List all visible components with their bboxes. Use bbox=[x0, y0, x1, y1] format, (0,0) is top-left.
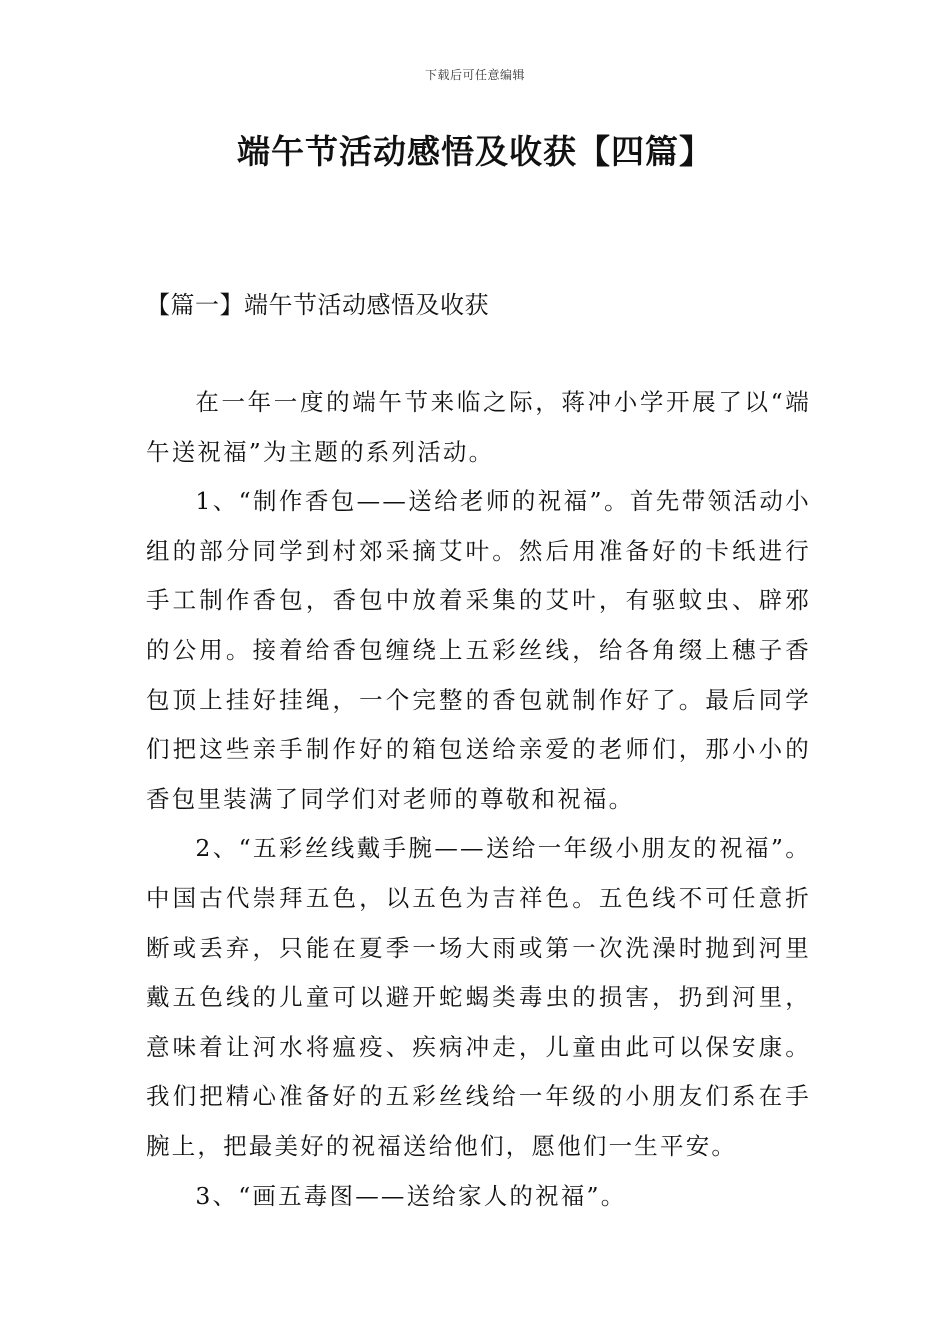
document-title: 端午节活动感悟及收获【四篇】 bbox=[237, 132, 713, 171]
header-note: 下载后可任意编辑 bbox=[424, 68, 525, 82]
section-title: 【篇一】端午节活动感悟及收获 bbox=[146, 291, 489, 319]
paragraph-item-2: 2、“五彩丝线戴手腕——送给一年级小朋友的祝福”。中国古代崇拜五色，以五色为吉祥色。五色线不可任意折断或丢弃，只能在夏季一场大雨或第一次洗澡时抛到河里戴五色线的儿童可以避开蛇蝎类毒虫的损害，扔到河里，意味着让河水将瘟疫、疾病冲走，儿童由此可以保安康。我们把精心准备好的五彩丝线给一年级的小朋友们系在手腕上，把最美好的祝福送给他们，愿他们一生平安。 bbox=[146, 834, 811, 1160]
paragraph-intro: 在一年一度的端午节来临之际，蒋冲小学开展了以“端午送祝福”为主题的系列活动。 bbox=[146, 388, 811, 466]
body-text bbox=[146, 378, 811, 1221]
paragraph-item-3: 3、“画五毒图——送给家人的祝福”。 bbox=[195, 1181, 627, 1210]
paragraph-item-1: 1、“制作香包——送给老师的祝福”。首先带领活动小组的部分同学到村郊采摘艾叶。然后用准备好的卡纸进行手工制作香包，香包中放着采集的艾叶，有驱蚊虫、辟邪的公用。接着给香包缠绕上五彩丝线，给各角缀上穗子香包顶上挂好挂绳，一个完整的香包就制作好了。最后同学们把这些亲手制作好的箱包送给亲爱的老师们，那小小的香包里装满了同学们对老师的尊敬和祝福。 bbox=[146, 487, 811, 813]
